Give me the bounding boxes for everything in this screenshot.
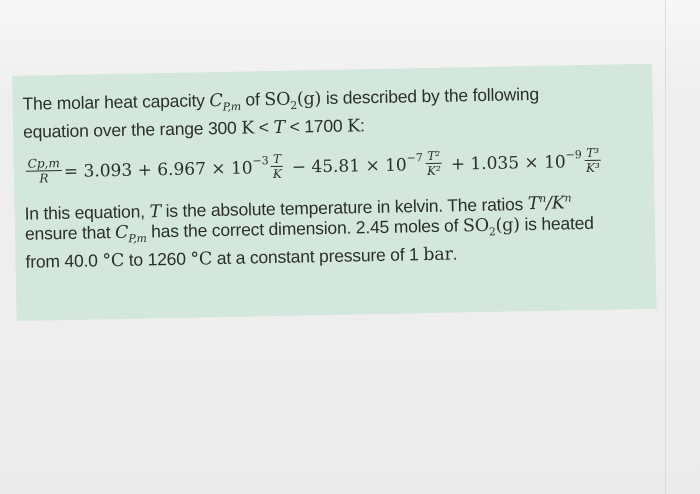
problem-details — [24, 187, 645, 272]
details-so2-state: (g) — [495, 215, 521, 237]
unit-celsius-1: °C — [102, 250, 125, 272]
frac-1-denominator: K — [272, 166, 283, 181]
details-text-b: is the absolute temperature in kelvin. The ratios — [160, 193, 528, 221]
ratio-t: T — [527, 194, 540, 215]
variable-t: T — [273, 117, 286, 138]
intro-text-1: The molar heat capacity — [22, 90, 210, 114]
species-so2-state: (g) — [296, 89, 322, 110]
less-than-2: < — [284, 115, 305, 137]
ratio-k-exponent: n — [564, 191, 572, 205]
ratio-k: K — [551, 193, 565, 214]
cp-letter: C — [209, 90, 223, 112]
problem-intro — [22, 82, 643, 142]
species-so2 — [264, 89, 322, 113]
page-background-bottom — [0, 330, 700, 494]
species-so2-label: SO — [264, 89, 291, 111]
cp-symbol — [209, 91, 241, 112]
eq-exponent-3: −9 — [565, 148, 582, 162]
eq-term-3 — [450, 148, 582, 175]
range-colon: : — [359, 114, 365, 135]
details-text-g: to 1260 — [123, 248, 191, 270]
details-period: . — [452, 243, 458, 264]
details-text-e: is heated — [519, 213, 594, 235]
details-cp-letter: C — [114, 223, 129, 244]
details-text-f: from 40.0 — [25, 250, 103, 272]
details-so2-subscript: 2 — [488, 225, 496, 239]
frac-1 — [270, 151, 284, 180]
frac-2 — [425, 148, 443, 177]
species-so2-subscript: 2 — [290, 99, 298, 113]
unit-celsius-2: °C — [190, 249, 213, 270]
intro-text-3: is described by the following — [320, 83, 540, 109]
frac-3-denominator: K³ — [585, 160, 600, 175]
page-divider — [665, 0, 666, 494]
details-cp-symbol — [115, 223, 147, 244]
frac-2-numerator: T² — [425, 148, 442, 163]
frac-3-numerator: T³ — [584, 145, 601, 160]
intro-text-2: of — [240, 89, 265, 110]
eq-term-1 — [64, 154, 269, 182]
lhs-numerator: Cp,m — [26, 156, 62, 172]
details-text-c: ensure that — [24, 222, 116, 245]
frac-3 — [584, 145, 602, 174]
eq-constant-3: + 1.035 × 10 — [450, 152, 566, 175]
range-text: equation over the range 300 — [22, 117, 242, 142]
lhs-denominator: R — [39, 170, 49, 185]
frac-1-numerator: T — [271, 151, 283, 166]
details-text-h: at a constant pressure of 1 — [211, 243, 424, 269]
unit-bar: bar — [423, 244, 453, 265]
frac-2-denominator: K² — [426, 163, 441, 178]
eq-term-2 — [292, 151, 424, 178]
ratio-slash: / — [545, 193, 552, 215]
details-so2-label: SO — [462, 216, 490, 237]
details-text-a: In this equation, — [24, 200, 150, 224]
eq-exponent-1: −3 — [252, 154, 269, 168]
details-species-so2 — [463, 216, 520, 237]
details-variable-t: T — [149, 201, 162, 222]
lhs-fraction — [26, 156, 63, 186]
problem-card — [12, 64, 657, 321]
range-upper: 1700 — [304, 115, 348, 136]
eq-exponent-2: −7 — [406, 151, 423, 165]
heat-capacity-equation — [24, 144, 644, 185]
details-cp-subscript: P,m — [128, 232, 147, 246]
ratio-t-exponent: n — [539, 192, 547, 206]
unit-kelvin-2: K — [346, 115, 361, 137]
eq-constant-2: − 45.81 × 10 — [291, 155, 407, 178]
less-than-1: < — [253, 116, 274, 137]
ratio-expression — [527, 191, 572, 215]
unit-kelvin-1: K — [241, 117, 255, 139]
eq-constant-1: = 3.093 + 6.967 × 10 — [63, 158, 253, 183]
details-text-d: has the correct dimension. 2.45 moles of — [146, 215, 464, 242]
cp-subscript: P,m — [222, 100, 242, 114]
